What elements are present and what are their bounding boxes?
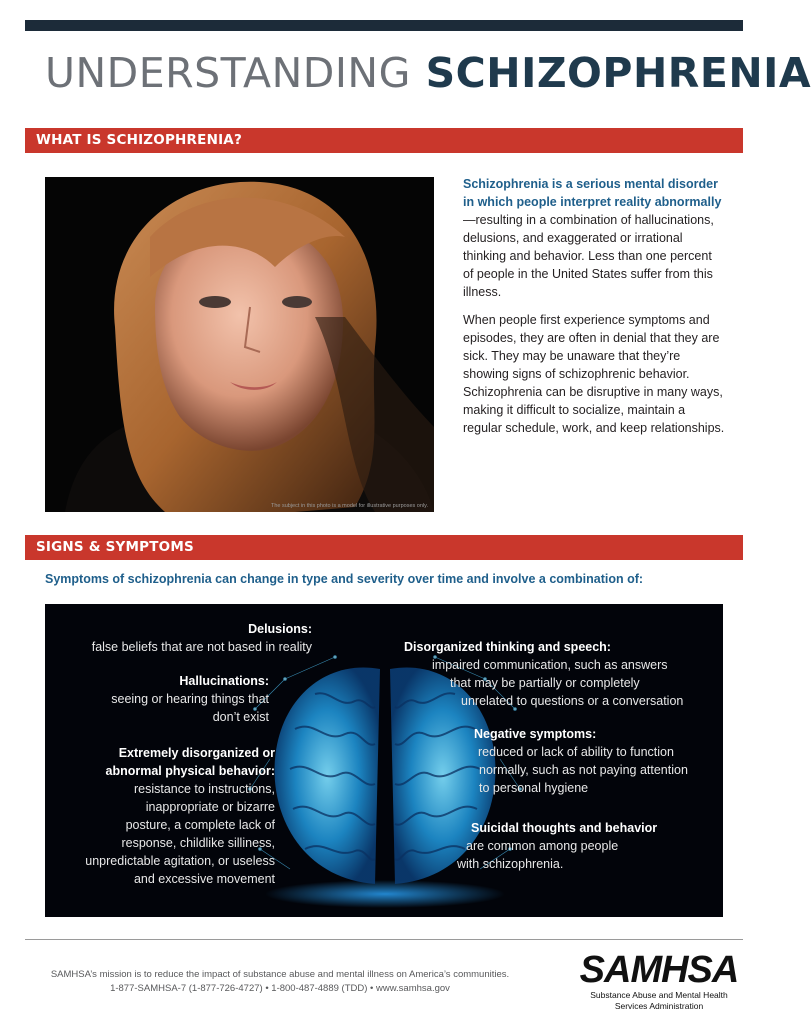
symptom-negative xyxy=(474,725,714,797)
symptom-head: abnormal physical behavior: xyxy=(105,764,275,778)
footer-mission: SAMHSA’s mission is to reduce the impact of substance abuse and mental illness on America’s communities. xyxy=(50,969,510,980)
symptom-line: are common among people xyxy=(466,839,619,853)
symptom-line: that may be partially or completely xyxy=(450,676,640,690)
symptom-line: posture, a complete lack of xyxy=(125,818,275,832)
section-heading-signs: SIGNS & SYMPTOMS xyxy=(25,535,743,560)
page-title xyxy=(45,49,811,97)
symptom-line: to personal hygiene xyxy=(479,781,589,795)
symptom-disorganized-behavior xyxy=(45,744,275,888)
logo-wordmark: SAMHSA xyxy=(579,949,739,991)
footer-contact: 1-877-SAMHSA-7 (1-877-726-4727) • 1-800-487-4889 (TDD) • www.samhsa.gov xyxy=(110,983,450,994)
intro-lead: Schizophrenia is a serious mental disorder in which people interpret reality abnormally xyxy=(463,177,722,209)
portrait-illustration xyxy=(45,177,434,512)
samhsa-logo xyxy=(573,950,745,1012)
logo-subtitle-2: Services Administration xyxy=(614,1001,704,1011)
footer-divider xyxy=(25,939,743,940)
intro-paragraph-1 xyxy=(463,175,725,301)
symptom-head: Suicidal thoughts and behavior xyxy=(471,821,658,835)
woman-portrait-photo xyxy=(45,177,434,512)
signs-intro: Symptoms of schizophrenia can change in type and severity over time and involve a combination of: xyxy=(45,572,644,586)
intro-text xyxy=(463,175,725,437)
symptom-head: Disorganized thinking and speech: xyxy=(404,640,611,654)
symptom-line: response, childlike silliness, xyxy=(121,836,275,850)
symptom-suicidal xyxy=(457,819,707,873)
top-rule xyxy=(25,20,743,31)
symptom-delusions xyxy=(52,620,312,656)
symptom-hallucinations xyxy=(49,672,269,726)
symptom-head: Hallucinations: xyxy=(179,674,269,688)
section-heading-what-is: WHAT IS SCHIZOPHRENIA? xyxy=(25,128,743,153)
symptom-line: reduced or lack of ability to function xyxy=(478,745,674,759)
photo-caption: The subject in this photo is a model for illustrative purposes only. xyxy=(270,503,428,509)
title-light: UNDERSTANDING xyxy=(45,49,411,97)
symptom-head: Negative symptoms: xyxy=(474,727,597,741)
intro-paragraph-2: When people first experience symptoms and episodes, they are often in denial that they are sick. They may be unaware that they’re showing signs of schizophrenic behavior. Schizophrenia can be disruptive in many ways, making it difficult to socialize, maintain a regular schedule, work, and keep relationships. xyxy=(463,313,725,435)
symptom-head: Extremely disorganized or xyxy=(118,746,275,760)
symptom-head: Delusions: xyxy=(248,622,312,636)
footer-text xyxy=(20,968,540,996)
symptom-line: with schizophrenia. xyxy=(457,857,564,871)
symptom-line: and excessive movement xyxy=(133,872,275,886)
intro-paragraph-1-rest: —resulting in a combination of hallucinations, delusions, and exaggerated or irrational thinking and behavior. Less than one percent of people in the United States suffer from this illness. xyxy=(463,213,714,299)
symptom-line: don’t exist xyxy=(212,710,269,724)
symptom-line: false beliefs that are not based in reality xyxy=(91,640,312,654)
symptom-line: seeing or hearing things that xyxy=(111,692,269,706)
symptom-disorganized-thinking xyxy=(404,638,704,710)
symptom-line: normally, such as not paying attention xyxy=(479,763,688,777)
symptom-line: resistance to instructions, xyxy=(133,782,275,796)
symptom-line: impaired communication, such as answers xyxy=(432,658,668,672)
symptom-line: unpredictable agitation, or useless xyxy=(85,854,275,868)
logo-subtitle-1: Substance Abuse and Mental Health xyxy=(590,990,728,1000)
symptoms-brain-panel xyxy=(45,604,723,917)
symptom-line: unrelated to questions or a conversation xyxy=(461,694,684,708)
symptom-line: inappropriate or bizarre xyxy=(145,800,275,814)
title-bold: SCHIZOPHRENIA xyxy=(425,49,811,97)
